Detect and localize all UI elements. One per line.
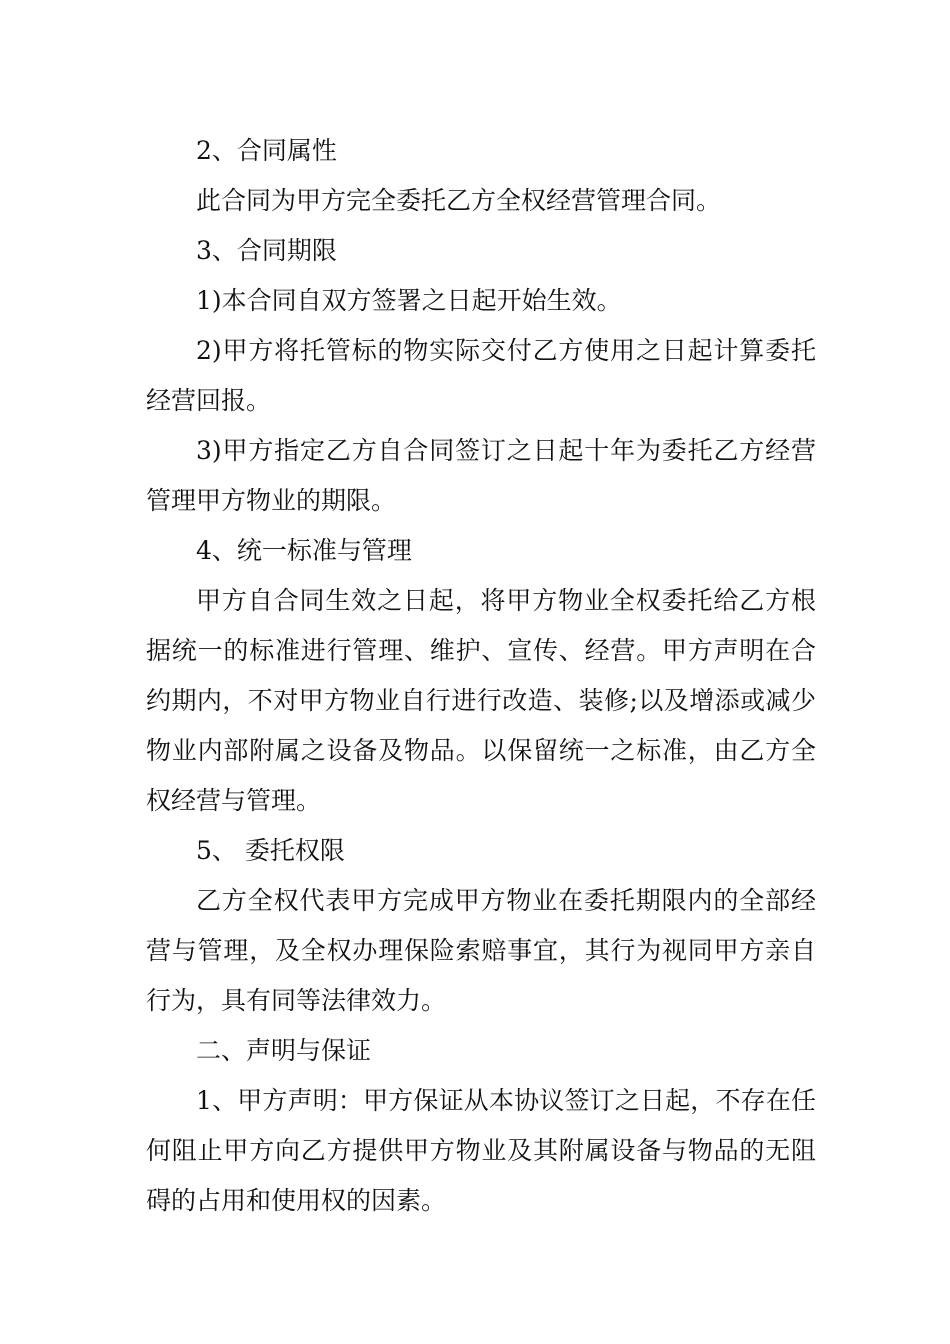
paragraph-term-item-2: 2)甲方将托管标的物实际交付乙方使用之日起计算委托经营回报。 [146, 336, 816, 415]
paragraph-term-item-3: 3)甲方指定乙方自合同签订之日起十年为委托乙方经营管理甲方物业的期限。 [146, 436, 816, 515]
section-heading-authorization: 5、 委托权限 [196, 836, 345, 865]
paragraph-contract-nature: 此合同为甲方完全委托乙方全权经营管理合同。 [196, 186, 722, 215]
paragraph-authorization: 乙方全权代表甲方完成甲方物业在委托期限内的全部经营与管理，及全权办理保险索赔事宜，其行为视同甲方亲自行为，具有同等法律效力。 [146, 886, 816, 1015]
section-heading-contract-nature: 2、合同属性 [196, 136, 337, 165]
paragraph-term-item-1: 1)本合同自双方签署之日起开始生效。 [196, 286, 622, 315]
section-heading-contract-term: 3、合同期限 [196, 236, 337, 265]
section-heading-unified-standard: 4、统一标准与管理 [196, 536, 412, 565]
document-body [146, 126, 816, 1226]
section-heading-declarations: 二、声明与保证 [196, 1036, 372, 1065]
paragraph-unified-standard: 甲方自合同生效之日起，将甲方物业全权委托给乙方根据统一的标准进行管理、维护、宣传、经营。甲方声明在合约期内，不对甲方物业自行进行改造、装修;以及增添或减少物业内部附属之设备及物品。以保留统一之标准，由乙方全权经营与管理。 [146, 586, 816, 815]
paragraph-party-a-declaration: 1、甲方声明：甲方保证从本协议签订之日起，不存在任何阻止甲方向乙方提供甲方物业及其附属设备与物品的无阻碍的占用和使用权的因素。 [146, 1086, 816, 1215]
